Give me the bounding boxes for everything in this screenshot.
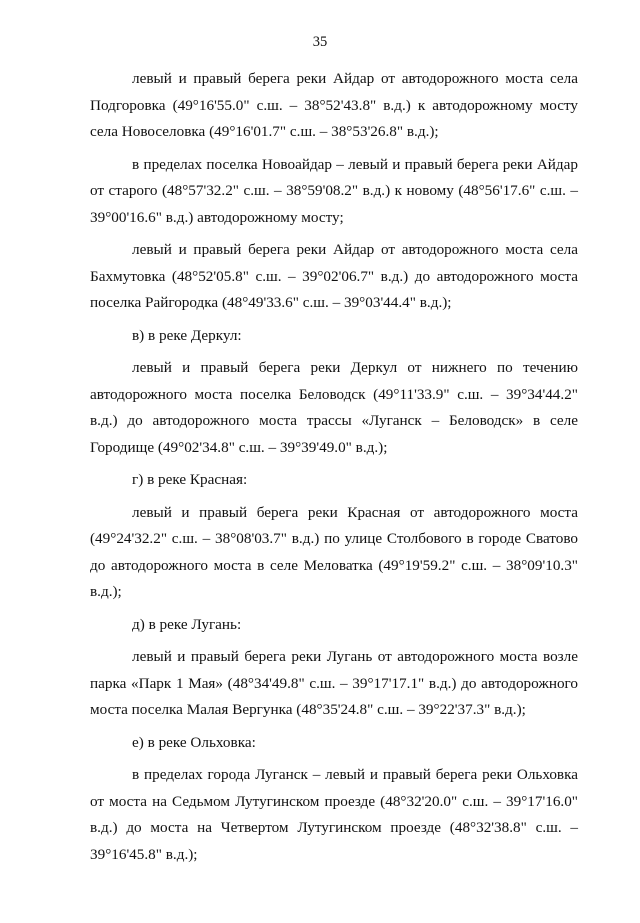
subsection-heading-krasnaya: г) в реке Красная:	[132, 471, 248, 488]
page-number: 35	[312, 34, 328, 50]
paragraph-aidar-novoaidar: в пределах поселка Новоайдар – левый и правый берега реки Айдар от старого (48°57'32.2" с.ш. – 38°59'08.2" в.д.) к новому (48°56'17.6" с.ш. – 39°00'16.6" в.д.) автодорожному мосту;	[90, 155, 578, 226]
subsection-heading-olkhovka: е) в реке Ольховка:	[132, 733, 256, 751]
subsection-heading-derkul: в) в реке Деркул:	[132, 326, 242, 344]
paragraph-krasnaya: левый и правый берега реки Красная от автодорожного моста (49°24'32.2" с.ш. – 38°08'03.7" в.д.) по улице Столбового в городе Сватово до автодорожного моста в селе Меловатка (49°19'59.2" с.ш. – 38°09'10.3" в.д.);	[90, 503, 578, 600]
paragraph-aidar-bakhmutovka: левый и правый берега реки Айдар от автодорожного моста села Бахмутовка (48°52'05.8" с.ш. – 39°02'06.7" в.д.) до автодорожного моста поселка Райгородка (48°49'33.6" с.ш. – 39°03'44.4" в.д.);	[90, 241, 578, 311]
subsection-heading-lugan: д) в реке Лугань:	[132, 615, 242, 633]
paragraph-lugan: левый и правый берега реки Лугань от автодорожного моста возле парка «Парк 1 Мая» (48°34'49.8" с.ш. – 39°17'17.1" в.д.) до автодорожного моста поселка Малая Вергунка (48°35'24.8" с.ш. – 39°22'37.3" в.д.);	[90, 648, 578, 718]
paragraph-aidar-podgorovka: левый и правый берега реки Айдар от автодорожного моста села Подгоровка (49°16'55.0" с.ш. – 38°52'43.8" в.д.) к автодорожному мосту села Новоселовка (49°16'01.7" с.ш. – 38°53'26.8" в.д.);	[90, 70, 578, 140]
paragraph-derkul: левый и правый берега реки Деркул от нижнего по течению автодорожного моста поселка Беловодск (49°11'33.9" с.ш. – 39°34'44.2" в.д.) до автодорожного моста трассы «Луганск – Беловодск» в селе Городище (49°02'34.8" с.ш. – 39°39'49.0" в.д.);	[90, 359, 578, 456]
paragraph-olkhovka: в пределах города Луганск – левый и правый берега реки Ольховка от моста на Седьмом Лутугинском проезде (48°32'20.0" с.ш. – 39°17'16.0" в.д.) до моста на Четвертом Лутугинском проезде (48°32'38.8" с.ш. – 39°16'45.8" в.д.);	[90, 766, 578, 863]
document-body	[90, 66, 578, 874]
